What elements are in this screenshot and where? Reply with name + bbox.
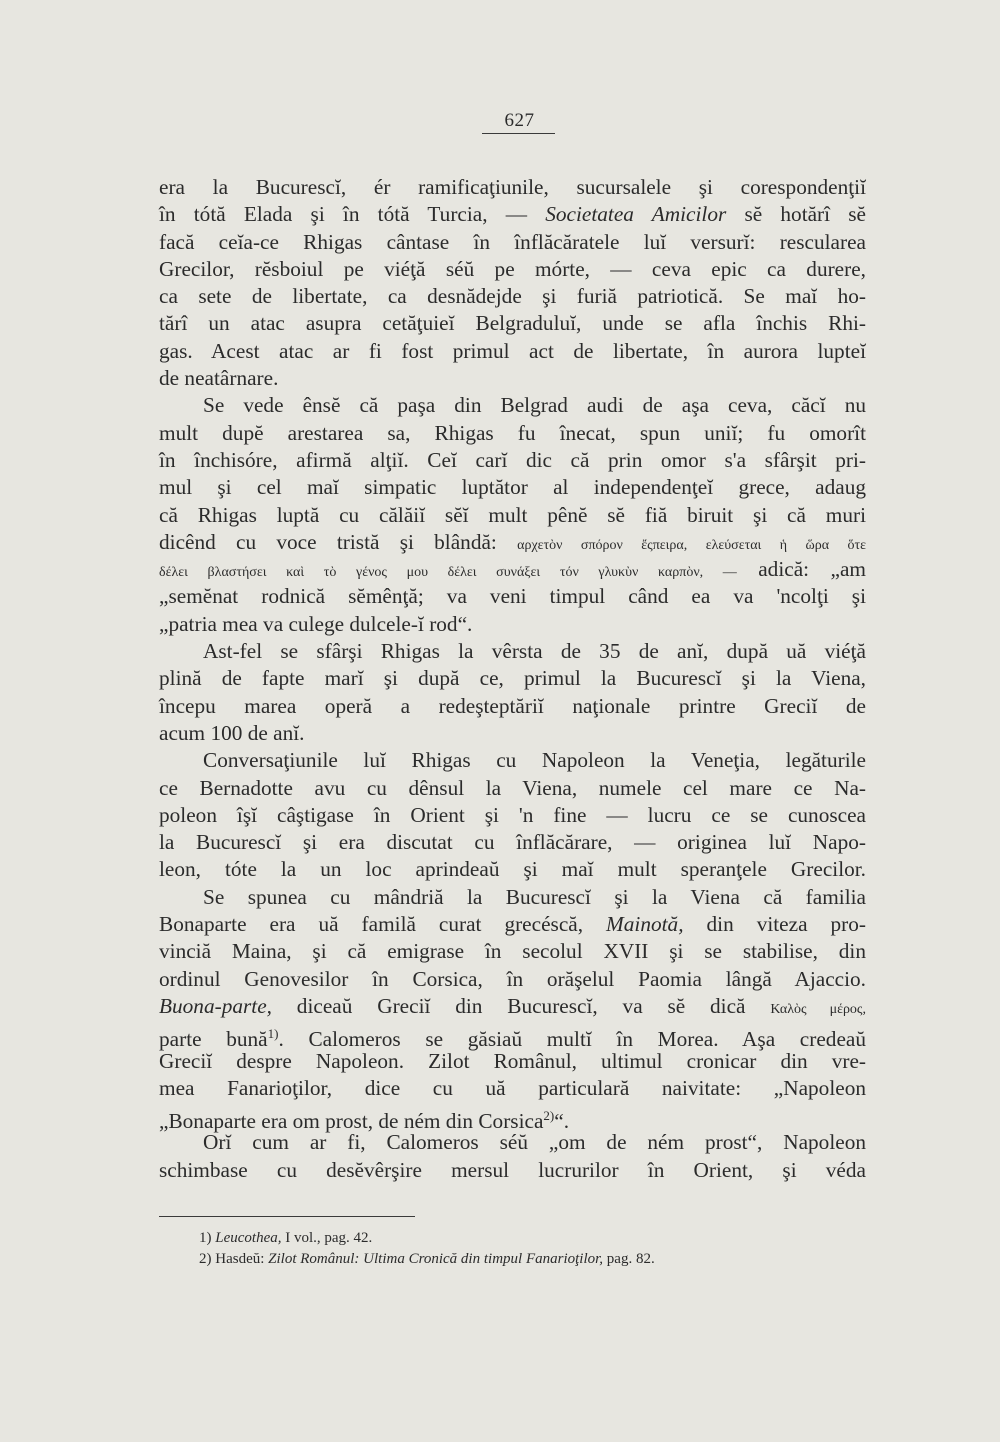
page-number: 627 <box>504 110 535 131</box>
text-line: ce Bernadotte avu cu dênsul la Viena, numele cel mare ce Na- <box>159 775 866 800</box>
text-line: în închisóre, afirmă alţiĭ. Ceĭ carĭ dic că prin omor s'a sfârşit pri- <box>159 447 866 472</box>
text-line: Greciĭ despre Napoleon. Zilot Românul, ultimul cronicar din vre- <box>159 1048 866 1073</box>
greek-quote: Καλὸς μέρος, <box>770 1001 866 1017</box>
text-line: Ast-fel se sfârşi Rhigas la vêrsta de 35 de anĭ, după uă viéţă <box>203 639 866 664</box>
text-line: plină de fapte marĭ şi după ce, primul la Bucurescĭ şi la Viena, <box>159 666 866 691</box>
text-line: de neatârnare. <box>159 366 279 391</box>
body-text <box>159 174 866 1184</box>
text-line: începu marea operă a redeşteptăriĭ naţionale printre Greciĭ de <box>159 693 866 718</box>
text-line: la Bucurescĭ şi era discutat cu înflăcărare, — originea luĭ Napo- <box>159 830 866 855</box>
footnote: 2) Hasdeŭ: Zilot Românul: Ultima Cronică din timpul Fanarioţilor, pag. 82. <box>199 1251 655 1267</box>
text-line: era la Bucurescĭ, ér ramificaţiunile, sucursalele şi corespondenţiĭ <box>159 175 866 199</box>
text-line: tărî un atac asupra cetăţuieĭ Belgraduluĭ, unde se afla închis Rhi- <box>159 311 866 336</box>
text-line: dicênd cu voce tristă şi blândă: αρχετὸν σπόρον ἔςπειρα, ελεύσεται ἡ ὥρα ὅτε <box>159 529 866 554</box>
text-line: Grecilor, rĕsboiul pe viéţă séŭ pe mórte, — ceva epic ca durere, <box>159 256 866 281</box>
text-line: δέλει βλαστήσει καὶ τὸ γένος μου δέλει συνάξει τόν γλυκὺν καρπὸν, — adică: „am <box>159 557 866 582</box>
text-line: ordinul Genovesilor în Corsica, în orăşelul Paomia lângă Ajaccio. <box>159 966 866 991</box>
footnote-mark: 2) <box>543 1108 555 1124</box>
footnote-mark: 1) <box>267 1026 279 1042</box>
text-line: mea Fanarioţilor, dice cu uă particulară naivitate: „Napoleon <box>159 1075 866 1100</box>
text-line: „patria mea va culege dulcele-ĭ rod“. <box>159 611 473 636</box>
text-line: „Bonaparte era om prost, de ném din Corsica$^{2)}$“. <box>159 1108 570 1134</box>
text-line: Se vede ênsĕ că paşa din Belgrad audi de aşa ceva, căcĭ nu <box>203 393 866 418</box>
text-line: vinciă Maina, şi că emigrase în secolul XVII şi se stabilise, din <box>159 939 866 964</box>
text-line: Conversaţiunile luĭ Rhigas cu Napoleon la Veneţia, legăturile <box>203 748 866 773</box>
greek-quote: αρχετὸν σπόρον ἔςπειρα, ελεύσεται ἡ ὥρα ὅτε <box>517 537 866 553</box>
text-line: acum 100 de anĭ. <box>159 720 305 745</box>
text-line: poleon îşĭ câştigase în Orient şi 'n fine — lucru ce se cunoscea <box>159 802 866 827</box>
text-line: ca sete de libertate, ca desnădejde şi furiă patriotică. Se maĭ ho- <box>159 284 866 309</box>
page-number-rule <box>482 133 555 134</box>
text-line: Bonaparte era uă familă curat grecéscă, Mainotă, din viteza pro- <box>159 912 866 937</box>
text-line: Orĭ cum ar fi, Calomeros séŭ „om de ném prost“, Napoleon <box>203 1130 866 1155</box>
text-line: facă ceĭa-ce Rhigas cântase în înflăcăratele luĭ versurĭ: resculareа <box>159 229 866 254</box>
text-line: în tótă Elada şi în tótă Turcia, — Societatea Amicilor sĕ hotărî sĕ <box>159 202 866 227</box>
greek-quote: δέλει βλαστήσει καὶ τὸ γένος μου δέλει συνάξει τόν γλυκὺν καρπὸν, — <box>159 565 737 581</box>
text-line: că Rhigas luptă cu călăiĭ sĕĭ mult pênĕ sĕ fiă biruit şi că muri <box>159 502 866 527</box>
footnote: 1) Leucothea, I vol., pag. 42. <box>199 1230 373 1246</box>
text-line: Se spunea cu mândriă la Bucurescĭ şi la Viena că familia <box>203 884 866 909</box>
footnotes <box>199 1228 839 1270</box>
text-line: „semĕnat rodnică sĕmênţă; va veni timpul când ea va 'ncolţi şi <box>159 584 866 609</box>
text-line: mult dupĕ arestarea sa, Rhigas fu înecat, spun uniĭ; fu omorît <box>159 420 866 445</box>
text-line: mul şi cel maĭ simpatic luptător al independenţeĭ grece, adaug <box>159 475 866 500</box>
text-line: parte bună$^{1)}$. Calomeros se găsiaŭ multĭ în Morea. Aşa credeaŭ <box>159 1026 866 1052</box>
text-line: gas. Acest atac ar fi fost primul act de libertate, în aurora lupteĭ <box>159 338 866 363</box>
text-line: Buona-parte, diceaŭ Greciĭ din Bucurescĭ, va sĕ dică Καλὸς μέρος, <box>159 993 866 1018</box>
footnote-rule <box>159 1216 415 1217</box>
text-line: leon, tóte la un loc aprindeaŭ şi maĭ mult speranţele Grecilor. <box>159 857 866 882</box>
text-line: schimbase cu desĕvêrşire mersul lucrurilor în Orient, şi véda <box>159 1157 866 1182</box>
